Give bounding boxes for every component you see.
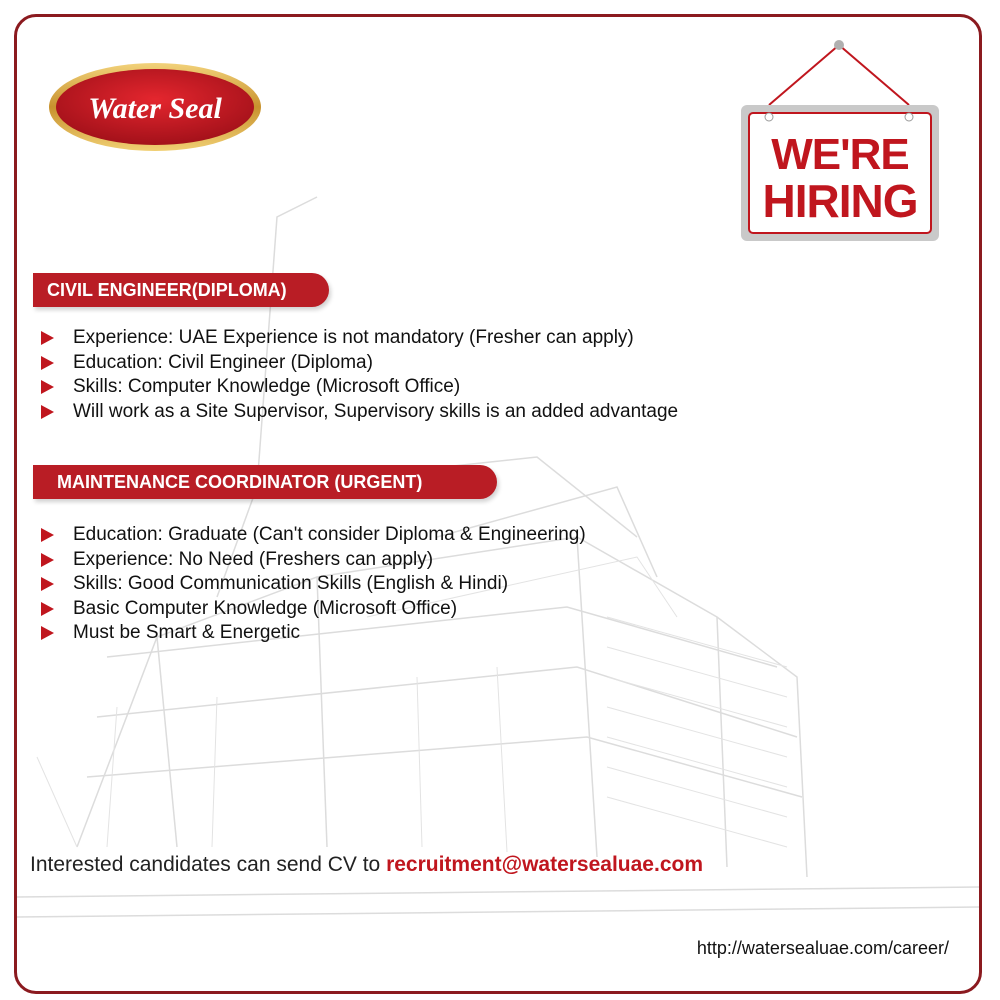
bullet-arrow-icon [41,577,54,591]
bullet-text: Education: Graduate (Can't consider Diploma & Engineering) [73,524,586,545]
bullet-text: Skills: Good Communication Skills (English & Hindi) [73,573,509,594]
bullet-arrow-icon [41,356,54,370]
list-item [39,621,586,646]
bullet-text: Will work as a Site Supervisor, Supervisory skills is an added advantage [73,400,679,422]
bullet-arrow-icon [41,553,54,567]
list-item [39,548,586,573]
job-title-maintenance-coordinator: MAINTENANCE COORDINATOR (URGENT) [33,465,497,499]
bullet-text: Experience: UAE Experience is not mandatory (Fresher can apply) [73,327,634,348]
bullet-text: Must be Smart & Energetic [73,622,301,643]
bullet-arrow-icon [41,626,54,640]
list-item [39,597,586,622]
bullet-text: Experience: No Need (Freshers can apply) [73,548,434,570]
bullet-arrow-icon [41,331,54,345]
hiring-sign [735,29,945,249]
bullet-text: Education: Civil Engineer (Diploma) [73,351,373,373]
job-1-requirements [39,326,678,424]
hiring-line-1: WE'RE [771,130,909,179]
logo-text: Water Seal [88,92,222,125]
cv-text: Interested candidates can send CV to [30,853,387,876]
hiring-line-2: HIRING [762,175,918,227]
bullet-text: Basic Computer Knowledge (Microsoft Office) [73,597,458,619]
list-item [39,351,678,376]
bullet-arrow-icon [41,405,54,419]
list-item [39,400,678,425]
bullet-arrow-icon [41,602,54,616]
cv-instruction [30,853,703,877]
list-item [39,375,678,400]
job-2-requirements [39,523,586,646]
recruitment-email-link[interactable]: recruitment@watersealuae.com [386,853,704,876]
career-website-link[interactable]: http://watersealuae.com/career/ [696,938,949,958]
list-item [39,523,586,548]
water-seal-logo [47,61,263,153]
poster-frame [14,14,982,994]
list-item [39,326,678,351]
bullet-text: Skills: Computer Knowledge (Microsoft Office) [73,376,461,397]
bullet-arrow-icon [41,380,54,394]
job-title-civil-engineer: CIVIL ENGINEER(DIPLOMA) [33,273,329,307]
bullet-arrow-icon [41,528,54,542]
list-item [39,572,586,597]
